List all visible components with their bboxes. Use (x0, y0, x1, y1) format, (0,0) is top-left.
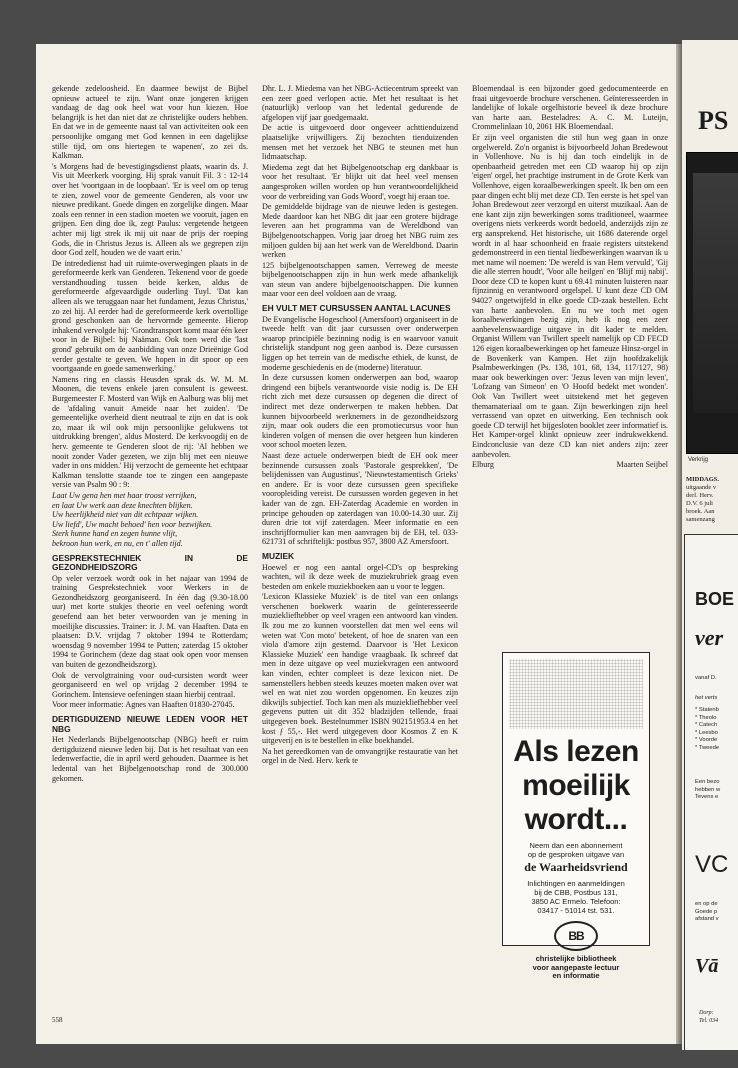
ad-headline (503, 735, 649, 837)
adjacent-line: broek. Aan (686, 508, 715, 515)
ad-brand: de Waarheidsvriend (524, 860, 628, 874)
paragraph: Op veler verzoek wordt ook in het najaar van 1994 de training Gesprekstechniek voor Werkers in de Gezondheidszorg georganiseerd. In één dag (9.30-18.00 uur) met korte stukjes theorie en veel oefening wordt geoefend aan het beter verwoorden van je mening in moeilijke discussies. Trainer: ir. J. M. van Haaften. Data en plaatsen: D.V. vrijdag 7 oktober 1994 te Rotterdam; woensdag 9 november 1994 te Putten; zaterdag 15 oktober 1994 te Gorinchem (deze dag staat ook open voor mensen van buiten de gezondheidszorg). (52, 573, 248, 670)
adjacent-photo (686, 152, 738, 454)
adjacent-line: hebben w (695, 786, 721, 793)
ad-info (503, 879, 649, 915)
verse-line: Uw heerlijkheid niet van dit echtpaar wijken. (52, 510, 199, 520)
paragraph: Ook de vervolgtraining voor oud-cursisten wordt weer georganiseerd en wel op vrijdag 2 december 1994 te Gorinchem. Intensieve oefeningen staan hierbij centraal. (52, 670, 248, 699)
ad-info-line: bij de CBB, Postbus 131, (534, 888, 618, 897)
adjacent-line: Tel. 034 (699, 1018, 719, 1024)
adjacent-line: samenzang (686, 516, 715, 523)
adjacent-ad-script: ver (695, 625, 724, 650)
adjacent-page (682, 40, 738, 1050)
ad-info-line: 03417 - 51014 tst. 531. (537, 906, 615, 915)
column-2 (262, 84, 458, 767)
ad-info-line: Inlichtingen en aanmeldingen (527, 879, 625, 888)
adjacent-ad-line: vanaf D. (695, 675, 717, 681)
heading-eh-cursussen: EH VULT MET CURSUSSEN AANTAL LACUNES (262, 303, 451, 314)
signature-line (472, 460, 668, 470)
ad-sub-line: op de gesproken uitgave van (527, 850, 625, 859)
adjacent-line: D.V. 6 juli (686, 500, 713, 507)
paragraph: De actie is uitgevoerd door ongeveer achttienduizend plaatselijke vrijwilligers. Zij bezochten tienduizenden mensen met het verzoek het NBG te steunen met hun lidmaatschap. (262, 123, 458, 162)
adjacent-ad-title: BOE (695, 589, 735, 609)
adjacent-ad-address (699, 1009, 718, 1025)
advertisement-cbb (502, 652, 650, 980)
verse-line: en laat Uw werk aan deze knechten blijken. (52, 500, 193, 510)
paragraph: Dhr. L. J. Miedema van het NBG-Actiecentrum spreekt van een zeer goed verlopen actie. Met het resultaat is het (natuurlijk) verloop van het ledental gedurende de afgelopen vijf jaar goedgemaakt. (262, 84, 458, 122)
paragraph: 125 bijbelgenootschappen samen. Verreweg de meeste bijbelgenootschappen zijn in hun werk mede afhankelijk van steun van andere bijbelgenootschappen. Die kunnen maar voor een deel voldoen aan de vraag. (262, 260, 458, 299)
heading-gesprekstechniek: GESPREKSTECHNIEK IN DE GEZONDHEIDSZORG (52, 552, 248, 573)
adjacent-list-item: * Statenb (695, 707, 719, 713)
cbb-logo-icon: BB (554, 921, 598, 951)
adjacent-line: derl. Herv. (686, 492, 714, 499)
adjacent-list-item: * Voorde (695, 737, 718, 743)
paragraph: Er zijn veel organisten die stil hun weg gaan in onze orgelwereld. Zo'n organist is bijvoorbeeld Johan Bredewout in Vollenhove. Nu is hij dan toch eindelijk in de openbaarheid getreden met een CD waarop hij op zijn 'eigen' orgel, het prachtige instrument in de Grote Kerk van Vollenhove, eigen koraalbewerkingen speelt. Ik ben om een paar dingen echt blij met deze CD. Ten eerste is het spel van Johan Bredewout zeer verzorgd en uiterst muzikaal. Aan de ene kant zijn zijn bewerkingen soms traditioneel, waarmee overigens niets verkeerds wordt bedoeld, anderzijds zijn ze erg aansprekend. Het historische, uit 1686 daterende orgel wordt in al haar schoonheid en fraaie registers uitstekend gedemonstreerd in een tiental liedbewerkingen waarvan ik u met name wil noemen: 'De wereld is van Hem vervuld', 'Gij die alle sterren houdt', 'Voor alle heilgen' en 'Blijf mij nabij'. Door deze CD te kopen kunt u 69.41 minuten luisteren naar fijnzinnig en verantwoord orgelspel. U kunt deze CD OM 94027 ongetwijfeld in elke goede CD-zaak bestellen. Echt van harte aanbevolen. En nu we toch met ogen koraalbewerkingen bezig zijn, heb ik nog een zeer aanbevelenswaardige uitgave in dit kader te melden. Organist Willem van Twillert speelt namelijk op CD FECD 126 eigen koraalbewerkingen op het fameuze Hinsz-orgel in de Bovenkerk van Kampen. Het zijn hoofdzakelijk Psalmbewerkingen (Ps. 138, 101, 68, 134, 117/127, 98) maar ook bewerkingen over: 'Jezus leven van mijn leven', 'Lofzang van Simeon' en 'O Hoofd bedekt met wonden'. Ook Van Twillert weet uitstekend met het gegeven themamateriaal om te gaan. Zijn bewerkingen zijn heel verrassend van opzet en uitwerking. Een technisch ook goede CD terwijl het bijgesloten booklet zeer informatief is. Het Kamper-orgel klinkt opnieuw zeer indrukwekkend. Eindconclusie van deze CD kan niet anders zijn: zeer aanbevolen. (472, 132, 668, 459)
psalm-verse (52, 491, 248, 549)
ad-headline-line: moeilijk (522, 769, 630, 802)
ad-sub-line: Neem dan een abonnement (529, 841, 623, 850)
adjacent-line: afstand v (695, 916, 719, 922)
ad-foot-line: voor aangepaste lectuur (532, 962, 620, 972)
adjacent-line: Goede p (695, 908, 718, 915)
adjacent-ad-block (695, 901, 719, 924)
adjacent-ad-logo-text: Vā (695, 955, 719, 977)
paragraph: Bloemendaal is een bijzonder goed gedocumenteerde en fraai uitgevoerde brochure verschenen. Geïnteresseerden in landelijke of lokale orgelhistorie beveel ik deze brochure van harte aan. Besteladres: A. C. M. Luteijn, Crommelinlaan 10, 2061 HK Bloemendaal. (472, 84, 668, 132)
adjacent-ad-block (695, 779, 720, 802)
magazine-page (36, 44, 676, 1044)
paragraph: Het Nederlands Bijbelgenootschap (NBG) heeft er ruim dertigduizend nieuwe leden bij. Dat is het resultaat van een ledenwerfactie, die in april werd gehouden. Daarmee is het ledental van het Bijbelgenootschap rond de 300.000 gekomen. (52, 735, 248, 783)
paragraph: Miedema zegt dat het Bijbelgenootschap erg dankbaar is voor het resultaat. 'Er blijkt uit dat heel veel mensen aangesproken willen worden op hun verantwoordelijkheid voor de verbreiding van Gods Woord', voegt hij eraan toe. (262, 162, 458, 201)
adjacent-advertisement (684, 534, 738, 1050)
ad-foot-line: christelijke bibliotheek (535, 954, 617, 963)
adjacent-list-item: * Catech (695, 722, 718, 728)
adjacent-ad-line: het verts (695, 695, 718, 701)
adjacent-list-item: * Leesbo (695, 729, 718, 736)
sign-author: Maarten Seijbel (616, 460, 668, 470)
photo-inner (693, 173, 738, 413)
ad-headline-line: wordt... (524, 803, 628, 836)
dot-pattern (509, 659, 643, 729)
paragraph: Namens ring en classis Heusden sprak ds. W. M. M. Moonen, die tevens enkele jaren consulent is geweest. Burgemeester F. Mosterd van Wijk en Aalburg was blij met de 'afdaling vanuit Ameide naar het zuiden'. 'De gemeentelijke overheid dient neutraal te zijn en dat is ook zo, maar ik wil ook mijn persoonlijke gelukwens tot uitdrukking brengen', aldus Mosterd. De kerkvoogdij en de herv. gemeente te Genderen sloot de rij: 'Al hebben we nooit zonder Vader gezeten, we zijn blij met een nieuwe vader in ons midden.' Hij verzocht de gemeente het echtpaar Kalkman tenslotte staande toe te zingen een aangepaste versie van Psalm 90 : 9: (52, 374, 248, 490)
paragraph: 's Morgens had de bevestigingsdienst plaats, waarin ds. J. Vis uit Meerkerk voorging. Hij sprak vanuit Fil. 3 : 12-14 over het 'voortgaan in de loopbaan'. 'Er is veel om op terug te zien, zowel voor de gemeente Genderen, als voor uw nieuwe predikant. Goede dingen en zorgelijke dingen. Maar zoals een renner in een stadion moeten we vooruit, jagen en grijpen. Een ding doe ik, zegt Paulus: vergetende hetgeen achter mij ligt strek ik mij uit naar de prijs der roeping Gods, die in Christus Jezus is. Alleen als we gegrepen zijn door God zelf, houden we de vaart erin.' (52, 161, 248, 258)
adjacent-line: Dorp: (699, 1010, 714, 1016)
heading-muziek: MUZIEK (262, 550, 295, 561)
adjacent-line: uitgaande v (686, 484, 717, 491)
paragraph: gekende zedeloosheid. En daarmee bewijst de Bijbel opnieuw actueel te zijn. Want onze jongeren krijgen vandaag de dag ook heel wat voor hun kiezen. Hoe belangrijk is het dan niet dat ze christelijke ouders hebben. En dat we in de gemeente naast tal van activiteiten ook een persoonlijke omgang met God kennen in een dagelijkse stille tijd, om ons hiertegen te wapenen', zo zei ds. Kalkman. (52, 84, 248, 161)
adjacent-ad-list (695, 707, 719, 752)
adjacent-line: Tevens e (695, 794, 719, 800)
page-number: 558 (52, 1016, 63, 1024)
ad-headline-line: Als lezen (513, 735, 639, 768)
adjacent-heading: PS (698, 106, 729, 135)
paragraph: 'Lexicon Klassieke Muziek' is de titel van een onlangs verschenen boekwerk waarin de geïnteresseerde muziekliefhebber op veel vragen een antwoord kan vinden. Ik zou me zo kunnen voorstellen dat men wel eens wil weten wat 'Con moto' betekent, of hoe de snaren van een viola d'amore zijn gestemd. Daarvoor is 'Het Lexicon Klassieke Muziek' een handige vraagbaak. Ik schreef dat men in deze uitgave op veel muziekvragen een antwoord kan vinden, echter compleet is deze lexicon niet. De samenstellers hebben steeds keuzes moeten maken over wat wel en wat niet zou worden opgenomen. En keuzes zijn dikwijls subjectief. Toch kan men als muziekliefhebber veel gegevens putten uit dit 352 bladzijden tellende, fraai uitgegeven boek. Bestelnummer ISBN 902151953.4 en het kost ƒ 55,-. Het werd uitgegeven door Kosmos Z en K uitgeverij en is te bestellen in elke boekhandel. (262, 592, 458, 746)
verse-line: Sterk hunne hand en zegen hunne vlijt, (52, 529, 178, 539)
adjacent-list-item: * Theolo (695, 714, 717, 721)
adjacent-line: en op de (695, 901, 718, 907)
sign-place: Elburg (472, 460, 494, 470)
paragraph: De Evangelische Hogeschool (Amersfoort) organiseert in de tweede helft van dit jaar cursussen over onderwerpen waarop principiële bezinning nodig is en waarvoor vanuit christelijk standpunt nog geen aanbod is. Deze cursussen liggen op het terrein van de medische ethiek, de kunst, de moderne geschiedenis en de (moderne) literatuur. (262, 314, 458, 372)
verse-line: Uw liefd', Uw macht behoed' hen voor bezwijken. (52, 519, 213, 529)
verse-line: bekroon hun werk, en nu, en t' allen tijd. (52, 538, 183, 548)
ad-foot-line: en informatie (552, 971, 600, 980)
paragraph: De gemiddelde bijdrage van de nieuwe leden is gestegen. Mede daardoor kan het NBG dit jaar een grotere bijdrage leveren aan het programma van de Wereldbond van Bijbelgenootschappen. Vorig jaar droeg het NBG ruim zes miljoen gulden bij aan het werk van de Wereldbond. Daarin werken (262, 202, 458, 260)
column-1 (52, 84, 248, 784)
adjacent-line: Een bezo (695, 779, 720, 785)
adjacent-ad-letters: VC (695, 851, 729, 878)
adjacent-line: MIDDAGS. (686, 476, 720, 483)
ad-footer (503, 955, 649, 981)
adjacent-caption: Verkrijg (688, 457, 709, 463)
paragraph: Hoewel er nog een aantal orgel-CD's op bespreking wachten, wil ik deze week de muziekrubriek graag even besteden om enkele muziekboeken aan u voor te leggen. (262, 562, 458, 591)
paragraph: Voor meer informatie: Agnes van Haaften 01830-27045. (52, 700, 235, 710)
adjacent-list-item: * Tweede (695, 744, 720, 751)
heading-nbg: DERTIGDUIZEND NIEUWE LEDEN VOOR HET NBG (52, 714, 248, 734)
paragraph: Naast deze actuele onderwerpen biedt de EH ook meer bezinnende cursussen zoals 'Pastorale gesprekken', 'De belijdenissen van Augustinus', 'Nieuwtestamentisch Grieks' en andere. Er is voor deze cursussen geen specifieke vooropleiding vereist. De cursussen worden gegeven in het kader van de zgn. EH-Zaterdag Academie en worden in principe gehouden op zaterdagen van 10.00-14.30 uur. Zij duren drie tot vijf zaterdagen. Meer informatie en een inschrijfformulier kan men aanvragen bij de EH, tel. 033-621731 of schriftelijk: postbus 957, 3800 AZ Amersfoort. (262, 450, 458, 547)
paragraph: De intrededienst had uit ruimte-overwegingen plaats in de gereformeerde kerk van Genderen. Tekenend voor de goede verstandhouding tussen beide kerken, aldus de gereformeerde afgevaardigde ouderling Tuyl. 'Dat kan alleen als we teruggaan naar het fundament, Jezus Christus,' zo zei hij. Al eerder had de gereformeerde kerk overtollige grond geschonken aan de hervormde gemeente. Hierop inhakend vervolgde hij: 'Grondtransport komt maar één keer voor in de Bijbel: bij Naäman. Ook toen werd die 'last grond' gebruikt om de aanbidding van onze Drieënige God verder gestalte te geven. We hopen in dit spoor op een voortgaande en goede samenwerking.' (52, 258, 248, 374)
ad-info-line: 3850 AC Ermelo. Telefoon: (531, 897, 621, 906)
paragraph: Na het gereedkomen van de omvangrijke restauratie van het orgel in de Ned. Herv. kerk te (262, 746, 458, 766)
column-3 (472, 84, 668, 470)
ad-subtext (503, 841, 649, 859)
adjacent-text (686, 476, 738, 524)
paragraph: In deze cursussen komen onderwerpen aan bod, waarop dringend een bijbels verantwoorde visie nodig is. De EH richt zich met deze cursussen op degenen die direct of indirect met deze onderwerpen te maken hebben. Dat kunnen bijvoorbeeld werknemers in de gezondheidszorg zijn, maar ook ouders die een promotiecursus voor hun kinderen volgen of mensen die over hetgeen hun kinderen voor school moeten lezen. (262, 373, 458, 450)
verse-line: Laat Uw gena hen met haar troost verrijken, (52, 490, 197, 500)
